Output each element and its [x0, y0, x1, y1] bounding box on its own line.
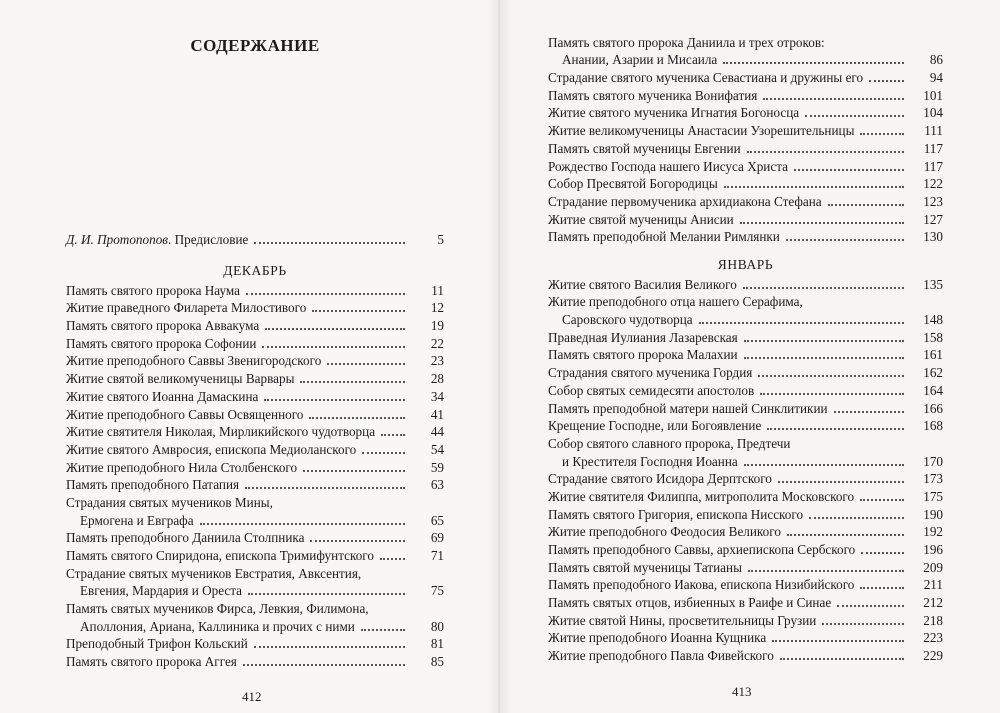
entry-page: 173	[923, 471, 943, 487]
toc-row	[548, 51, 943, 69]
entry-page: 41	[430, 406, 444, 422]
right-page	[498, 0, 1000, 713]
entry-page: 81	[430, 636, 444, 652]
preface-text: . Предисловие	[168, 231, 249, 247]
entry-title: Аполлония, Ариана, Каллиника и прочих с ними	[80, 618, 355, 634]
toc-row	[548, 293, 943, 311]
entry-page: 19	[430, 318, 444, 334]
section-heading-december: ДЕКАБРЬ	[223, 263, 287, 278]
dot-leader	[763, 98, 904, 100]
entry-page: 80	[430, 618, 444, 634]
preface-page: 5	[437, 231, 444, 247]
entry-page: 161	[923, 347, 943, 363]
dot-leader	[265, 328, 405, 330]
dot-leader	[362, 452, 405, 454]
entry-page: 28	[430, 371, 444, 387]
toc-row	[66, 299, 444, 317]
entry-title: Память преподобной Мелании Римлянки	[548, 229, 780, 245]
dot-leader	[744, 340, 904, 342]
dot-leader	[246, 293, 405, 295]
toc-row	[548, 381, 943, 399]
entry-title: Житие святителя Николая, Мирликийского чудотворца	[66, 424, 376, 440]
entry-page: 158	[923, 329, 943, 345]
entry-title: Житие святого Иоанна Дамаскина	[66, 388, 259, 404]
entry-title: Крещение Господне, или Богоявление	[548, 418, 762, 434]
toc-row	[548, 228, 943, 246]
entry-page: 164	[923, 382, 943, 398]
entry-page: 218	[923, 612, 943, 628]
toc-row	[66, 230, 444, 248]
entry-title: Житие праведного Филарета Милостивого	[66, 300, 307, 316]
entry-page: 11	[431, 282, 444, 298]
entry-title: Анании, Азарии и Мисаила	[562, 52, 718, 68]
dot-leader	[747, 151, 904, 153]
preface-entry	[66, 230, 444, 248]
entry-page: 85	[430, 654, 444, 670]
entry-page: 44	[430, 424, 444, 440]
entry-title: Память святого Григория, епископа Нисского	[548, 506, 804, 522]
entry-page: 168	[923, 418, 943, 434]
dot-leader	[381, 434, 405, 436]
dot-leader	[310, 540, 405, 542]
toc-row	[66, 281, 444, 299]
dot-leader	[744, 464, 904, 466]
entry-title: Память преподобной матери нашей Синклитикии	[548, 400, 828, 416]
entry-title: Житие святого мученика Игнатия Богоносца	[548, 105, 800, 121]
dot-leader	[772, 640, 904, 642]
dot-leader	[740, 222, 904, 224]
dot-leader	[861, 552, 904, 554]
entry-title: Житие преподобного отца нашего Серафима,	[548, 294, 803, 310]
entry-page: 104	[923, 105, 943, 121]
entry-title: Память святых отцов, избиенных в Раифе и Синае	[548, 595, 832, 611]
entry-title: Житие преподобного Иоанна Кущника	[548, 630, 767, 646]
page-number-left: 412	[242, 689, 262, 704]
dot-leader	[699, 322, 904, 324]
toc-row	[66, 582, 444, 600]
left-page	[0, 0, 498, 713]
toc-row	[66, 511, 444, 529]
entry-page: 229	[923, 648, 943, 664]
dot-leader	[809, 517, 904, 519]
entry-title: Житие преподобного Нила Столбенского	[66, 459, 298, 475]
entry-page: 209	[923, 559, 943, 575]
toc-row	[66, 334, 444, 352]
entry-title: Евгения, Мардария и Ореста	[80, 583, 243, 599]
toc-row	[66, 529, 444, 547]
entry-page: 54	[430, 441, 444, 457]
dot-leader	[786, 239, 904, 241]
entry-title: Житие преподобного Саввы Звенигородского	[66, 353, 322, 369]
dot-leader	[254, 242, 405, 244]
toc-row	[66, 423, 444, 441]
entry-title: Праведная Иулиания Лазаревская	[548, 329, 738, 345]
entry-page: 175	[923, 488, 943, 504]
toc-row	[548, 576, 943, 594]
dot-leader	[787, 534, 904, 536]
toc-row	[548, 505, 943, 523]
toc-row	[548, 157, 943, 175]
entry-title: Память святой мученицы Татианы	[548, 559, 742, 575]
entry-page: 94	[929, 70, 943, 86]
toc-row	[548, 86, 943, 104]
dot-leader	[758, 375, 904, 377]
dot-leader	[828, 204, 904, 206]
dot-leader	[834, 411, 904, 413]
entry-page: 166	[923, 400, 943, 416]
dot-leader	[248, 593, 405, 595]
entry-title: Память святого Спиридона, епископа Тримифунтского	[66, 548, 374, 563]
toc-row	[548, 593, 943, 611]
entry-title: Страдание святого Исидора Дерптского	[548, 471, 772, 487]
toc-row	[548, 523, 943, 541]
toc-row	[548, 540, 943, 558]
entry-title: Память святого пророка Даниила и трех отроков:	[548, 34, 825, 50]
entry-title: Ермогена и Евграфа	[80, 512, 194, 528]
dot-leader	[748, 570, 904, 572]
dot-leader	[837, 605, 904, 607]
dot-leader	[264, 399, 405, 401]
entry-title: Страдание святых мучеников Евстратия, Авксентия,	[66, 565, 362, 581]
toc-row	[66, 652, 444, 670]
entry-title: Страдание первомученика архидиакона Стефана	[548, 193, 822, 209]
entry-title: Житие святой мученицы Анисии	[548, 211, 734, 227]
entry-page: 170	[923, 453, 943, 469]
toc-row	[548, 310, 943, 328]
toc-row	[66, 369, 444, 387]
entry-page: 75	[430, 583, 444, 599]
entry-page: 127	[923, 211, 943, 227]
toc-row	[548, 192, 943, 210]
dot-leader	[744, 357, 904, 359]
dot-leader	[380, 558, 405, 560]
dot-leader	[760, 393, 904, 395]
page-number-right: 413	[732, 684, 752, 699]
entry-page: 59	[430, 459, 444, 475]
preface-author: Д. И. Протопопов	[66, 231, 169, 247]
entry-page: 192	[923, 524, 943, 540]
entry-page: 135	[923, 276, 943, 292]
dot-leader	[860, 587, 904, 589]
toc-row	[66, 546, 444, 564]
toc-row	[548, 611, 943, 629]
entry-title: Страдание святого мученика Севастиана и дружины его	[548, 70, 864, 86]
entry-title: Память преподобного Иакова, епископа Низибийского	[548, 577, 855, 593]
toc-row	[548, 68, 943, 86]
entry-page: 130	[923, 229, 943, 245]
toc-row	[548, 399, 943, 417]
section-heading-january: ЯНВАРЬ	[717, 257, 774, 272]
toc-row	[66, 405, 444, 423]
toc-row	[548, 558, 943, 576]
dot-leader	[822, 623, 904, 625]
dot-leader	[780, 658, 904, 660]
dot-leader	[860, 133, 904, 135]
toc-row	[548, 139, 943, 157]
entry-title: Память святого пророка Наума	[66, 282, 241, 298]
entry-title: Житие великомученицы Анастасии Узорешительницы	[548, 123, 855, 139]
entry-page: 101	[923, 87, 943, 103]
entry-page: 117	[923, 140, 943, 156]
entry-title: Память святого мученика Вонифатия	[548, 87, 758, 103]
entry-title: Житие святителя Филиппа, митрополита Московского	[548, 488, 855, 504]
dot-leader	[309, 417, 405, 419]
entry-title: Саровского чудотворца	[562, 312, 693, 328]
toc-row	[66, 493, 444, 511]
dot-leader	[312, 310, 405, 312]
entry-page: 86	[929, 52, 943, 68]
toc-row	[548, 121, 943, 139]
entry-title: Память святого пророка Аввакума	[66, 318, 260, 334]
entry-title: Память святой мученицы Евгении	[548, 140, 741, 156]
entry-title: Житие святого Василия Великого	[548, 276, 737, 292]
entry-page: 212	[923, 595, 943, 611]
toc-row	[548, 363, 943, 381]
toc-row	[548, 487, 943, 505]
entry-page: 111	[924, 123, 943, 139]
entry-title: Страдания святого мученика Гордия	[548, 365, 753, 381]
dot-leader	[300, 381, 405, 383]
toc-row	[548, 275, 943, 293]
entry-page: 63	[430, 477, 444, 493]
entry-page: 117	[923, 158, 943, 174]
entry-page: 22	[430, 335, 444, 351]
entry-page: 162	[923, 365, 943, 381]
entry-title: Память святого пророка Аггея	[66, 654, 237, 670]
entry-title: Собор Пресвятой Богородицы	[548, 176, 718, 192]
toc-row	[66, 387, 444, 405]
entry-title: Собор святых семидесяти апостолов	[548, 382, 755, 398]
toc-row	[548, 210, 943, 228]
entry-page: 196	[923, 542, 943, 557]
toc-row	[548, 328, 943, 346]
entry-title: Память святых мучеников Фирса, Левкия, Филимона,	[66, 601, 369, 617]
toc-row	[66, 458, 444, 476]
entry-title: Житие святого Амвросия, епископа Медиоланского	[66, 441, 357, 457]
entry-title: Преподобный Трифон Кольский	[66, 636, 248, 652]
entry-title: Память преподобного Саввы, архиепископа Сербского	[548, 542, 856, 557]
entry-title: Память преподобного Патапия	[66, 477, 240, 493]
toc-row	[548, 104, 943, 122]
entry-title: Житие преподобного Павла Фивейского	[548, 648, 774, 664]
entry-page: 223	[923, 630, 943, 646]
toc-row	[66, 476, 444, 494]
toc-row	[548, 646, 943, 664]
dot-leader	[724, 186, 904, 188]
dot-leader	[860, 499, 904, 501]
entry-page: 69	[430, 530, 444, 546]
dot-leader	[200, 523, 405, 525]
toc-row	[548, 470, 943, 488]
entry-title: Житие святой великомученицы Варвары	[66, 371, 295, 387]
toc-list-december	[66, 281, 444, 670]
toc-list-january	[548, 275, 943, 664]
dot-leader	[361, 629, 405, 631]
toc-row	[66, 564, 444, 582]
entry-page: 12	[430, 300, 444, 316]
toc-row	[66, 617, 444, 635]
page-title: СОДЕРЖАНИЕ	[190, 36, 320, 55]
entry-page: 71	[430, 548, 444, 563]
toc-row	[548, 175, 943, 193]
dot-leader	[794, 169, 904, 171]
entry-title: Житие преподобного Феодосия Великого	[548, 524, 781, 540]
entry-page: 148	[923, 312, 943, 328]
toc-row	[548, 629, 943, 647]
dot-leader	[767, 428, 904, 430]
entry-title: Житие святой Нины, просветительницы Грузии	[548, 612, 817, 628]
dot-leader	[327, 363, 405, 365]
entry-page: 190	[923, 506, 943, 522]
entry-page: 65	[430, 512, 444, 528]
entry-page: 122	[923, 176, 943, 192]
entry-title: Житие преподобного Саввы Освященного	[66, 406, 304, 422]
toc-row	[66, 352, 444, 370]
dot-leader	[805, 115, 904, 117]
toc-row	[66, 635, 444, 653]
toc-row	[66, 440, 444, 458]
toc-row	[66, 316, 444, 334]
entry-title: Страдания святых мучеников Мины,	[66, 494, 273, 510]
entry-title: Рождество Господа нашего Иисуса Христа	[548, 158, 789, 174]
entry-page: 23	[430, 353, 444, 369]
dot-leader	[869, 80, 904, 82]
entry-title: Память преподобного Даниила Столпника	[66, 530, 305, 546]
dot-leader	[243, 664, 405, 666]
book-gutter-shadow	[486, 0, 512, 713]
dot-leader	[778, 481, 904, 483]
entry-title: Память святого пророка Малахии	[548, 347, 738, 363]
dot-leader	[303, 470, 405, 472]
toc-row	[548, 434, 943, 452]
dot-leader	[245, 487, 405, 489]
toc-row	[548, 452, 943, 470]
dot-leader	[254, 646, 405, 648]
entry-page: 211	[923, 577, 943, 593]
entry-page: 34	[430, 388, 444, 404]
toc-list-december-continued	[548, 33, 943, 245]
entry-page: 123	[923, 193, 943, 209]
dot-leader	[743, 287, 904, 289]
entry-title: и Крестителя Господня Иоанна	[562, 453, 738, 469]
toc-row	[548, 346, 943, 364]
dot-leader	[262, 346, 405, 348]
toc-row	[548, 33, 943, 51]
entry-title: Память святого пророка Софонии	[66, 335, 257, 351]
entry-title: Собор святого славного пророка, Предтечи	[548, 435, 791, 451]
dot-leader	[723, 62, 904, 64]
toc-row	[66, 599, 444, 617]
toc-row	[548, 417, 943, 435]
